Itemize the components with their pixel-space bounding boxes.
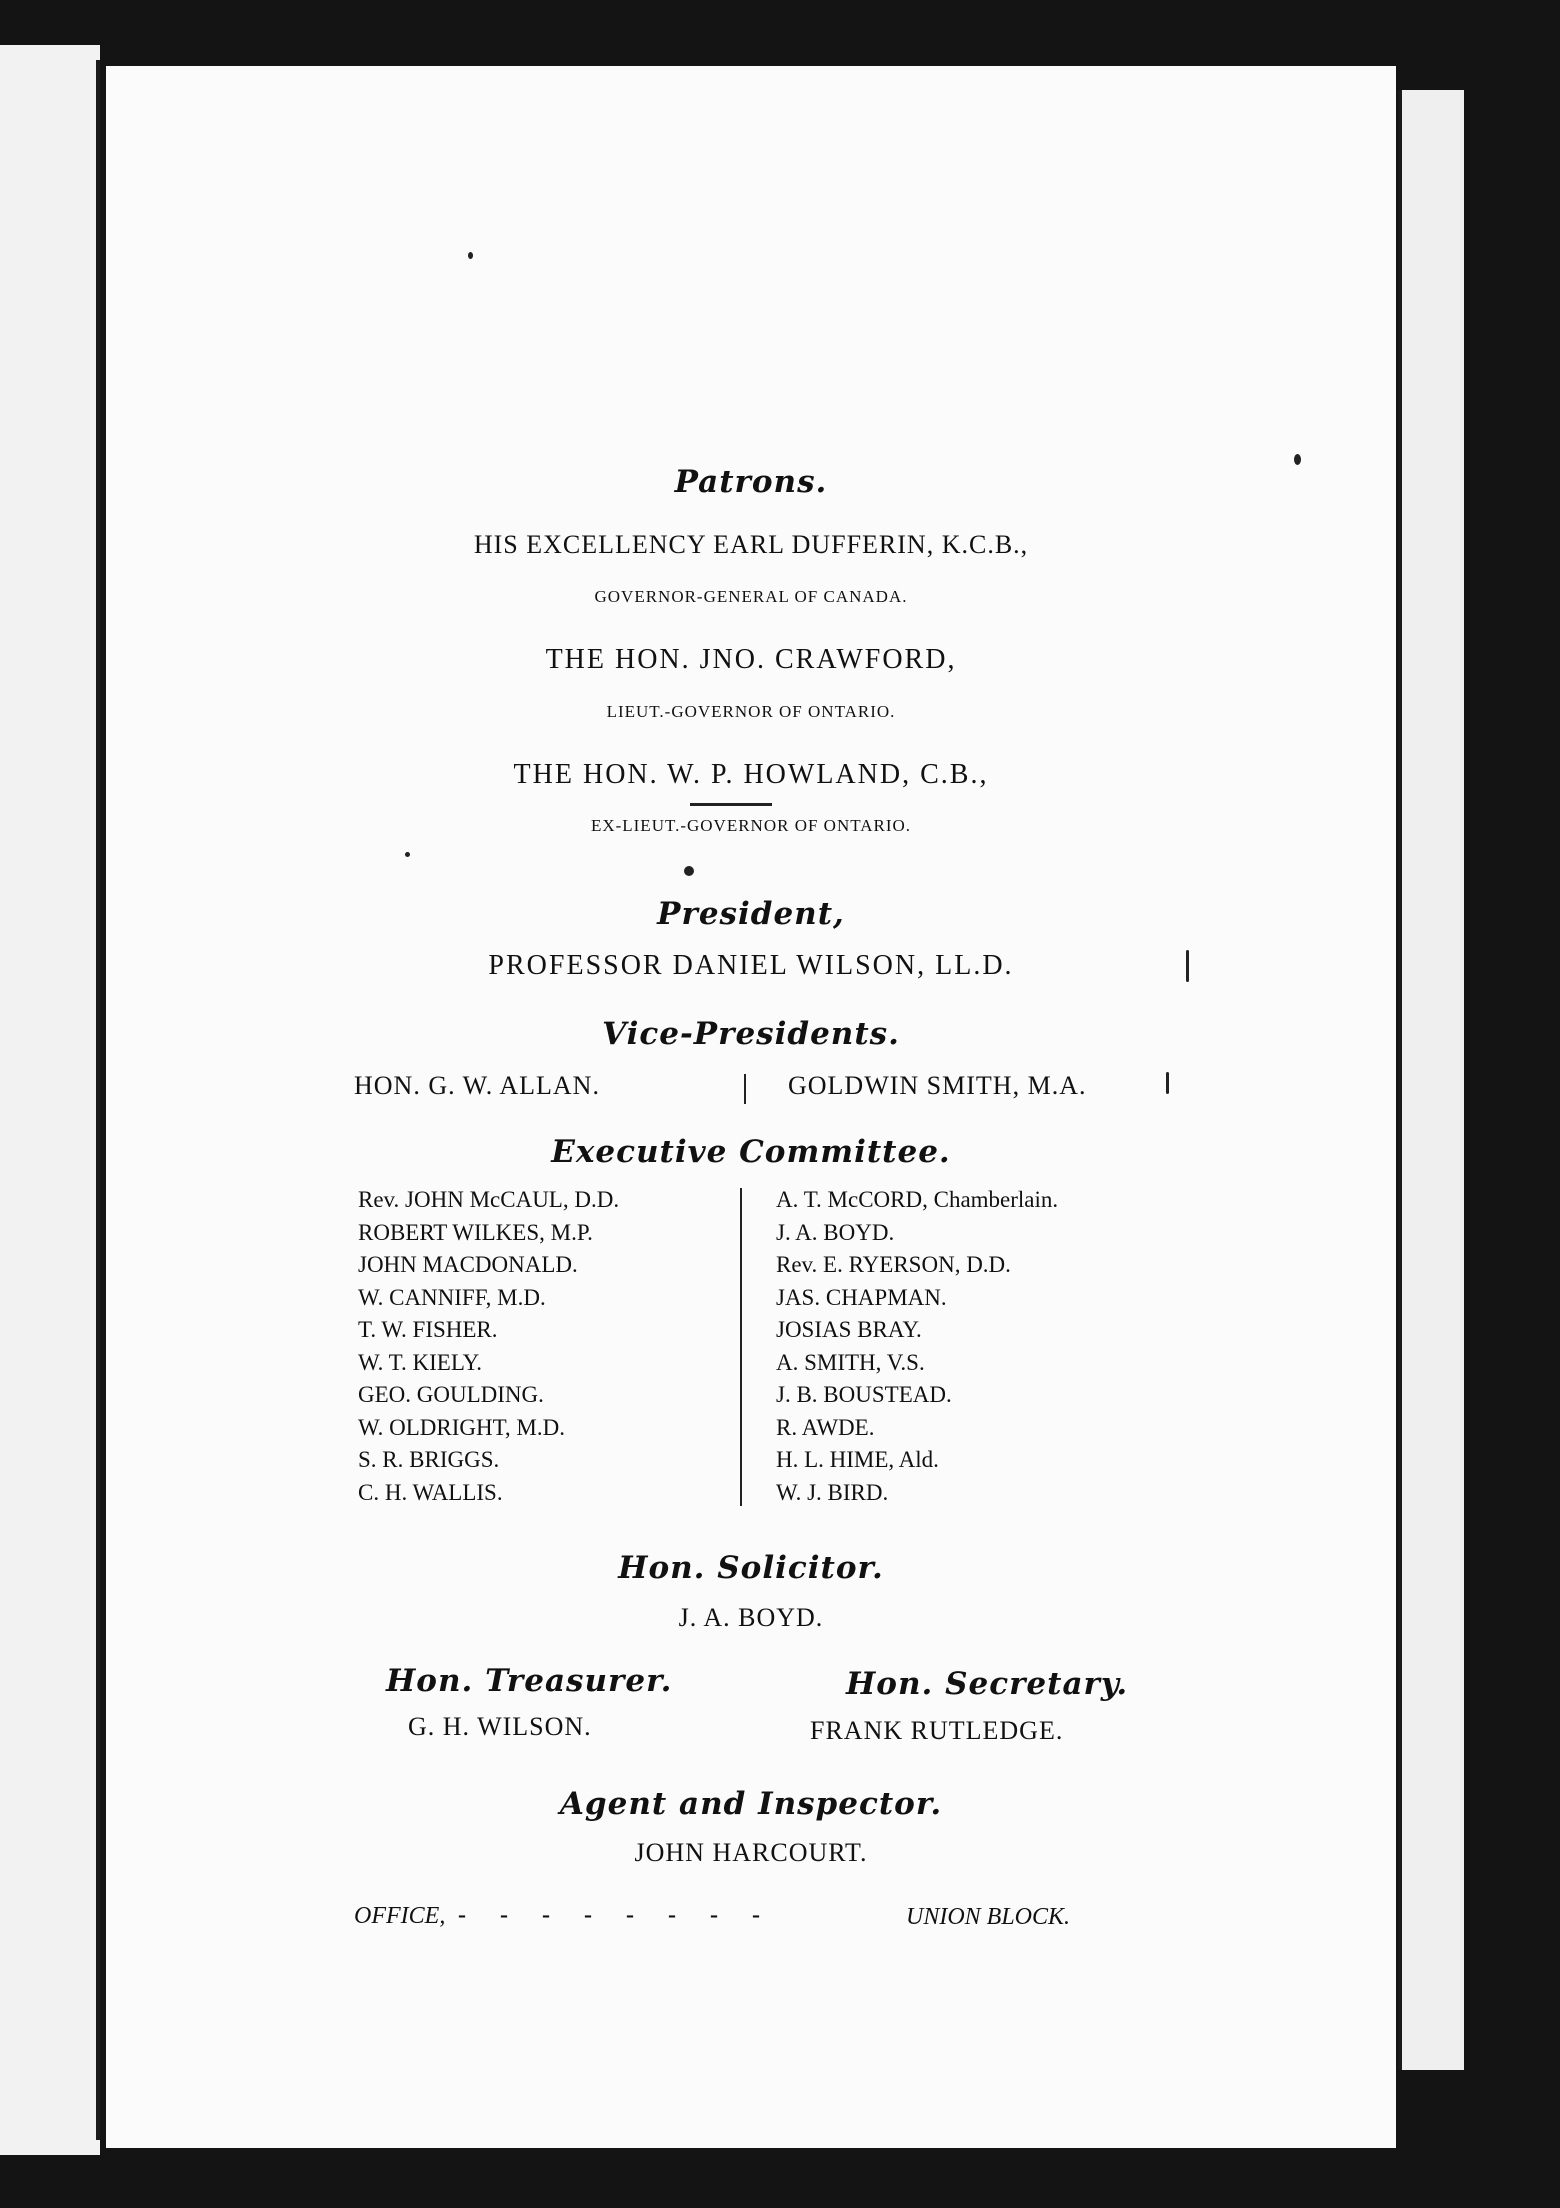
committee-member: JOSIAS BRAY. [776,1317,922,1342]
committee-member: W. T. KIELY. [358,1349,482,1375]
secretary-heading: Hon. Secretary. [846,1666,1129,1702]
patron-name-2: THE HON. JNO. CRAWFORD, [545,644,957,675]
facing-page-edge [0,45,100,2155]
office-label: OFFICE, [354,1903,446,1929]
vice-president-right: GOLDWIN SMITH, M.A. [788,1071,1087,1100]
committee-member: W. OLDRIGHT, M.D. [358,1414,565,1440]
section-rule [690,803,772,806]
committee-member: W. CANNIFF, M.D. [358,1284,546,1310]
committee-member: JAS. CHAPMAN. [776,1284,947,1310]
executive-committee-heading: Executive Committee. [551,1134,951,1170]
patron-title-3: EX-LIEUT.-GOVERNOR OF ONTARIO. [590,816,912,835]
committee-member: R. AWDE. [776,1414,875,1440]
vice-president-left: HON. G. W. ALLAN. [354,1071,600,1100]
committee-member: H. L. HIME, Ald. [776,1447,939,1472]
solicitor-heading: Hon. Solicitor. [618,1550,884,1586]
committee-member: A. T. McCORD, Chamberlain. [776,1187,1059,1212]
patron-name-1: HIS EXCELLENCY EARL DUFFERIN, K.C.B., [473,530,1029,559]
committee-right-column [776,1184,1058,1509]
committee-member: GEO. GOULDING. [358,1382,544,1407]
scan-speck [684,866,694,876]
treasurer-name: G. H. WILSON. [408,1712,592,1741]
president-name: PROFESSOR DANIEL WILSON, LL.D. [488,950,1014,981]
patrons-heading: Patrons. [674,464,828,500]
committee-member: C. H. WALLIS. [358,1479,503,1505]
president-heading: President, [657,896,845,932]
committee-member: S. R. BRIGGS. [358,1447,500,1472]
committee-member: A. SMITH, V.S. [776,1349,925,1375]
solicitor-name: J. A. BOYD. [678,1603,824,1632]
committee-member: J. B. BOUSTEAD. [776,1382,952,1407]
committee-member: T. W. FISHER. [358,1317,498,1342]
secretary-name: FRANK RUTLEDGE. [810,1716,1064,1745]
vice-presidents-divider [744,1074,746,1104]
document-page [106,66,1396,2148]
patron-name-3: THE HON. W. P. HOWLAND, C.B., [513,759,989,790]
binding-line [96,60,100,2140]
patron-title-2: LIEUT.-GOVERNOR OF ONTARIO. [606,702,896,721]
scan-speck [405,852,410,857]
scan-speck [468,252,473,259]
committee-left-column [358,1184,619,1509]
committee-member: ROBERT WILKES, M.P. [358,1219,593,1245]
patron-title-1: GOVERNOR-GENERAL OF CANADA. [594,587,908,606]
scan-speck [1294,454,1301,465]
scan-speck [1166,1072,1169,1094]
committee-member: Rev. JOHN McCAUL, D.D. [358,1187,620,1212]
office-location: UNION BLOCK. [906,1904,1071,1930]
vice-presidents-heading: Vice-Presidents. [602,1016,900,1052]
scan-speck [1186,950,1189,982]
agent-heading: Agent and Inspector. [559,1786,943,1822]
committee-member: Rev. E. RYERSON, D.D. [776,1252,1011,1277]
committee-member: W. J. BIRD. [776,1479,889,1505]
treasurer-heading: Hon. Treasurer. [386,1663,673,1699]
committee-member: JOHN MACDONALD. [358,1252,578,1277]
committee-member: J. A. BOYD. [776,1219,895,1245]
agent-name: JOHN HARCOURT. [634,1838,868,1867]
page-edge-strip [1398,90,1464,2070]
committee-divider [740,1188,742,1506]
office-leader: - - - - - - - - [458,1902,774,1928]
